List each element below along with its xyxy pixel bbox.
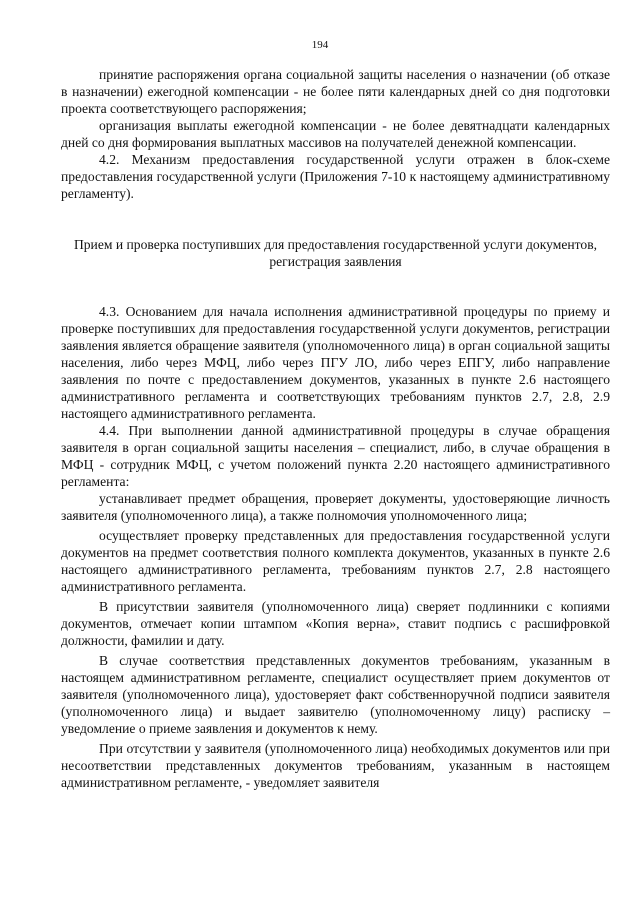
paragraph: В случае соответствия представленных документов требованиям, указанным в настоящем административном регламенте, специалист осуществляет прием документов от заявителя (уполномоченного лица), удостоверяет факт собственноручной подписи заявителя (уполномоченного лица) и выдает заявителю (уполномоченному лицу) расписку – уведомление о приеме заявления и документов к нему. [61,653,610,736]
paragraph: устанавливает предмет обращения, проверяет документы, удостоверяющие личность заявителя (уполномоченного лица), а также полномочия уполномоченного лица; [61,491,610,523]
paragraph: При отсутствии у заявителя (уполномоченного лица) необходимых документов или при несоответствии представленных документов требованиям, указанным в настоящем административном регламенте, - уведомляет заявителя [61,741,610,790]
section-heading: Прием и проверка поступивших для предоставления государственной услуги документов, регистрация заявления [73,237,598,269]
paragraph: принятие распоряжения органа социальной защиты населения о назначении (об отказе в назначении) ежегодной компенсации - не более пяти календарных дней со дня подготовки проекта соответствующего распоряжения; [61,67,610,116]
paragraph: осуществляет проверку представленных для предоставления государственной услуги документов на предмет соответствия полного комплекта документов, указанных в пункте 2.6 настоящего административного регламента, требованиям пунктов 2.7, 2.8 настоящего административного регламента. [61,528,610,594]
document-body [61,66,610,791]
paragraph: 4.2. Механизм предоставления государственной услуги отражен в блок-схеме предоставления государственной услуги (Приложения 7-10 к настоящему административному регламенту). [61,152,610,201]
paragraph: организация выплаты ежегодной компенсации - не более девятнадцати календарных дней со дня формирования выплатных массивов на получателей денежной компенсации. [61,118,610,150]
page-number: 194 [311,39,329,51]
paragraph: 4.3. Основанием для начала исполнения административной процедуры по приему и проверке поступивших для предоставления государственной услуги документов, регистрации заявления является обращение заявителя (уполномоченного лица) в орган социальной защиты населения, либо через МФЦ, либо через ПГУ ЛО, либо через ЕПГУ, либо направление заявления по почте с предоставлением документов, указанных в пункте 2.6 настоящего административного регламента и соответствующих требованиям пунктов 2.7, 2.8, 2.9 настоящего административного регламента. [61,304,610,421]
paragraph: 4.4. При выполнении данной административной процедуры в случае обращения заявителя в орган социальной защиты населения – специалист, либо, в случае обращения в МФЦ - сотрудник МФЦ, с учетом положений пункта 2.20 настоящего административного регламента: [61,423,610,489]
paragraph: В присутствии заявителя (уполномоченного лица) сверяет подлинники с копиями документов, отмечает копии штампом «Копия верна», ставит подпись с расшифровкой должности, фамилии и дату. [61,599,610,648]
